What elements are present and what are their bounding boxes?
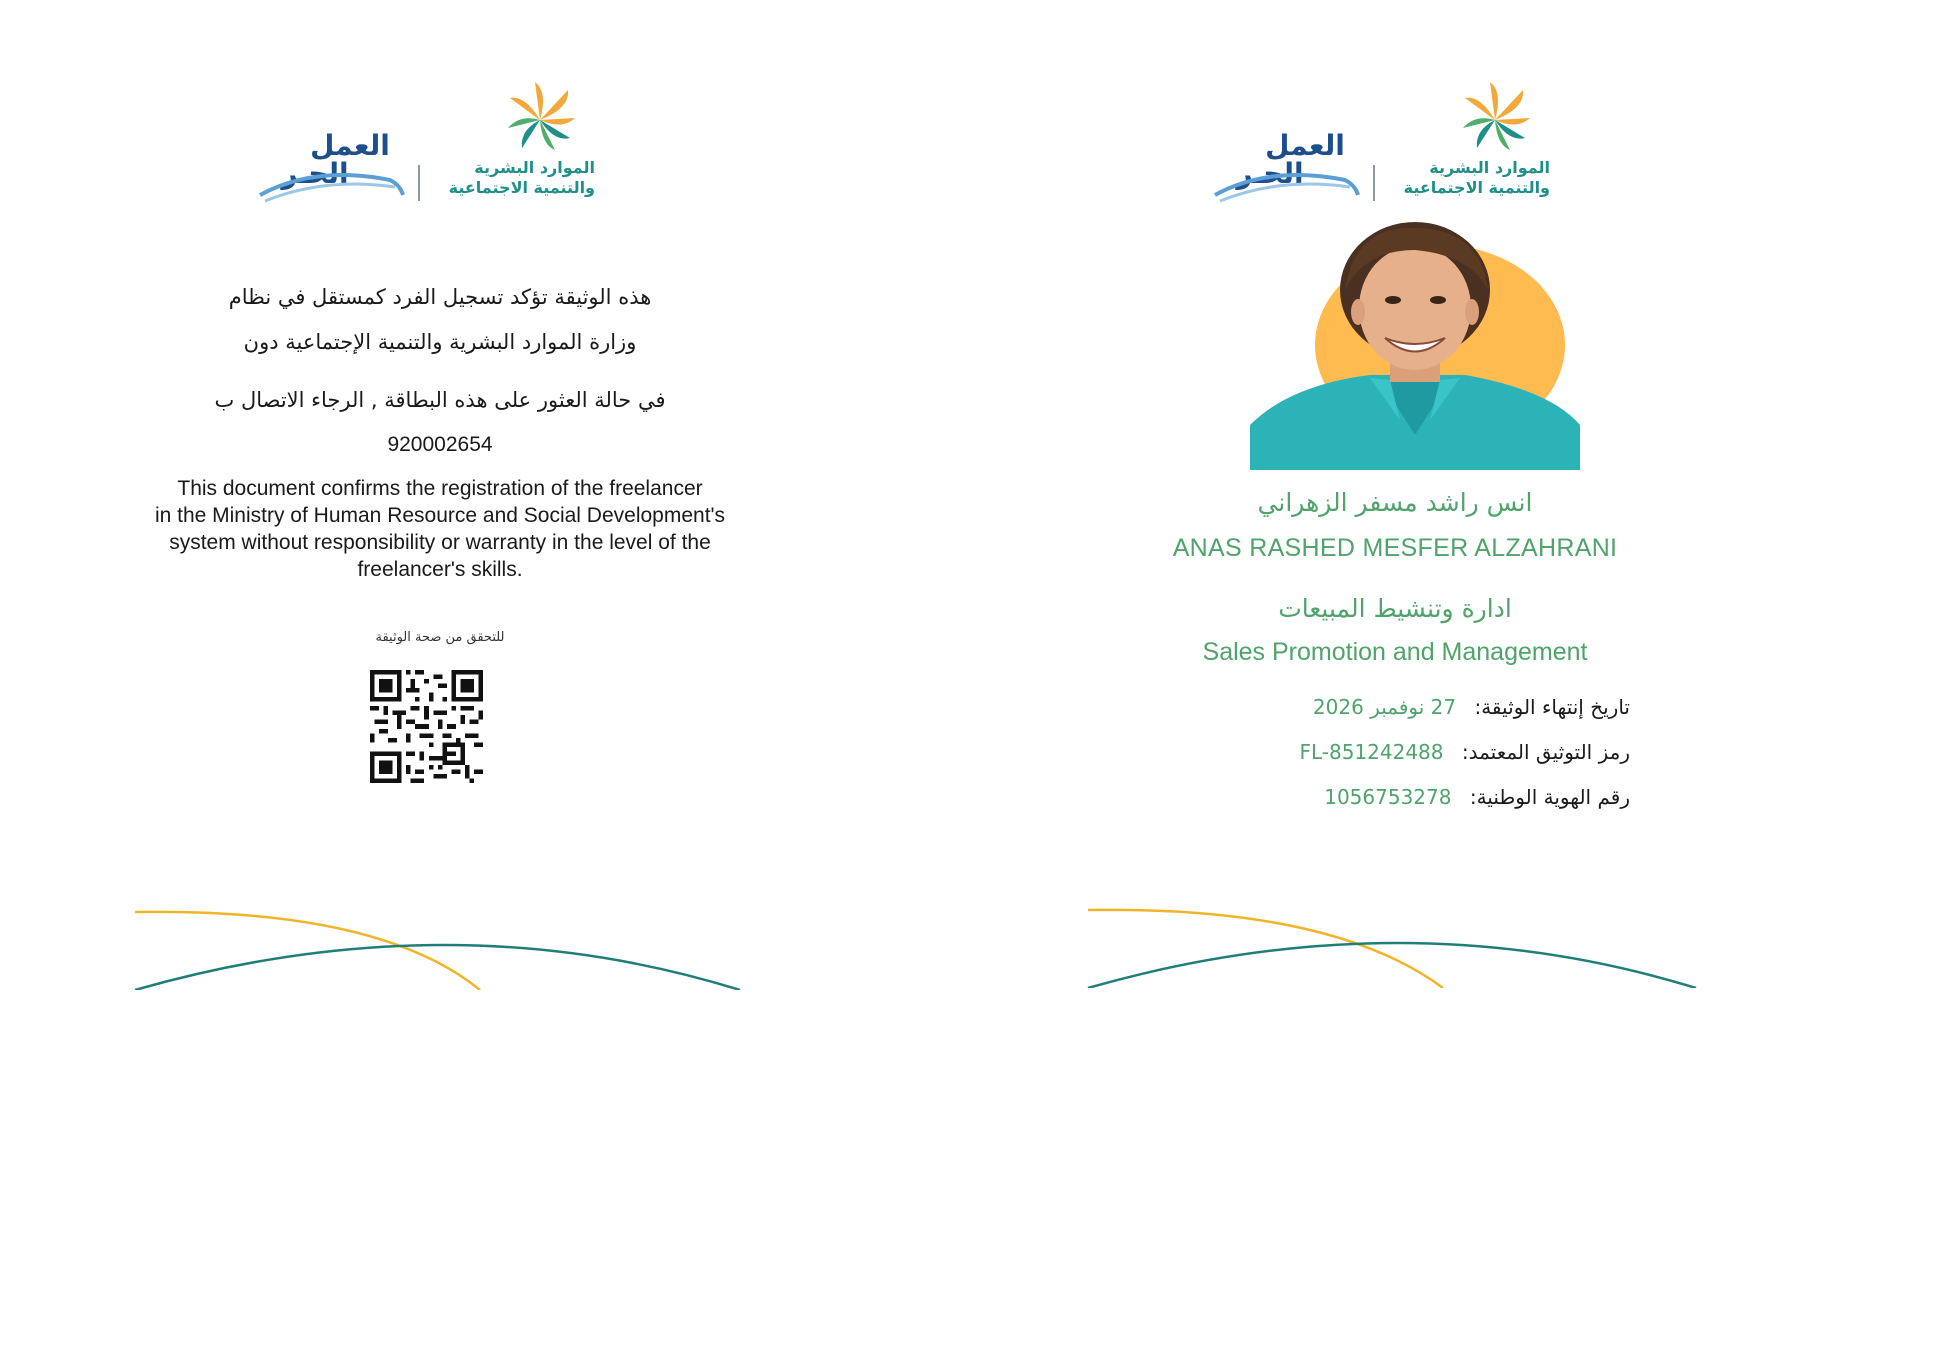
decorative-arcs bbox=[1073, 838, 1713, 988]
freelance-logo bbox=[255, 125, 405, 205]
palm-emblem-icon bbox=[430, 80, 595, 160]
cert-code-label: رمز التوثيق المعتمد: bbox=[1461, 740, 1630, 764]
freelance-word-1: العمل bbox=[1265, 129, 1345, 162]
freelance-logo-mark bbox=[255, 125, 405, 205]
palm-emblem-icon bbox=[1385, 80, 1550, 160]
card-back bbox=[120, 60, 760, 990]
freelance-word-2: الحـر bbox=[281, 157, 349, 190]
expiry-value: 27 نوفمبر 2026 bbox=[1312, 695, 1457, 719]
portrait-image bbox=[1250, 220, 1580, 470]
en-statement-line2: in the Ministry of Human Resource and Social Development's bbox=[154, 504, 726, 527]
holder-name-en: ANAS RASHED MESFER ALZAHRANI bbox=[1172, 534, 1618, 562]
activity-title-en: Sales Promotion and Management bbox=[1202, 638, 1588, 666]
hrsd-logo bbox=[430, 80, 595, 210]
cert-code-value: FL-851242488 bbox=[1299, 740, 1444, 764]
ar-contact-line: في حالة العثور على هذه البطاقة , الرجاء الاتصال ب bbox=[214, 388, 666, 412]
hrsd-logo bbox=[1385, 80, 1550, 210]
ar-statement-line1: هذه الوثيقة تؤكد تسجيل الفرد كمستقل في نظام bbox=[228, 285, 652, 309]
activity-title-ar: ادارة وتنشيط المبيعات bbox=[1278, 594, 1512, 623]
hrsd-name-line1: الموارد البشرية bbox=[474, 158, 595, 177]
card-front bbox=[1075, 60, 1715, 990]
hrsd-name bbox=[449, 158, 595, 198]
freelance-word-1: العمل bbox=[310, 129, 390, 162]
ar-statement-line2: وزارة الموارد البشرية والتنمية الإجتماعية دون bbox=[243, 330, 637, 354]
logo-divider bbox=[418, 165, 420, 201]
logo-divider bbox=[1373, 165, 1375, 201]
freelance-word-2: الحـر bbox=[1236, 157, 1304, 190]
hrsd-name-line2: والتنمية الاجتماعية bbox=[448, 178, 595, 197]
hrsd-name-line1: الموارد البشرية bbox=[1429, 158, 1550, 177]
verify-label: للتحقق من صحة الوثيقة bbox=[375, 630, 505, 645]
freelance-logo-mark bbox=[1210, 125, 1360, 205]
logo-row bbox=[120, 80, 760, 210]
logos bbox=[1210, 80, 1550, 210]
national-id-value: 1056753278 bbox=[1324, 785, 1452, 809]
freelance-logo bbox=[1210, 125, 1360, 205]
en-statement bbox=[130, 475, 750, 583]
logo-row bbox=[1075, 80, 1715, 210]
decorative-arcs bbox=[120, 840, 760, 990]
logos bbox=[255, 80, 595, 210]
contact-phone: 920002654 bbox=[387, 433, 493, 456]
expiry-label: تاريخ إنتهاء الوثيقة: bbox=[1474, 695, 1630, 719]
expiry-row bbox=[1313, 695, 1630, 719]
national-id-row bbox=[1324, 785, 1630, 809]
hrsd-name bbox=[1404, 158, 1550, 198]
qr-code[interactable] bbox=[370, 670, 483, 783]
en-statement-line3: system without responsibility or warranty in the level of the bbox=[169, 531, 711, 554]
profile-photo bbox=[1250, 220, 1580, 470]
en-statement-line1: This document confirms the registration of the freelancer bbox=[177, 477, 703, 500]
cert-code-row bbox=[1299, 740, 1630, 764]
holder-name-ar: انس راشد مسفر الزهراني bbox=[1257, 488, 1533, 517]
hrsd-name-line2: والتنمية الاجتماعية bbox=[1403, 178, 1550, 197]
national-id-label: رقم الهوية الوطنية: bbox=[1469, 785, 1630, 809]
en-statement-line4: freelancer's skills. bbox=[357, 558, 523, 581]
